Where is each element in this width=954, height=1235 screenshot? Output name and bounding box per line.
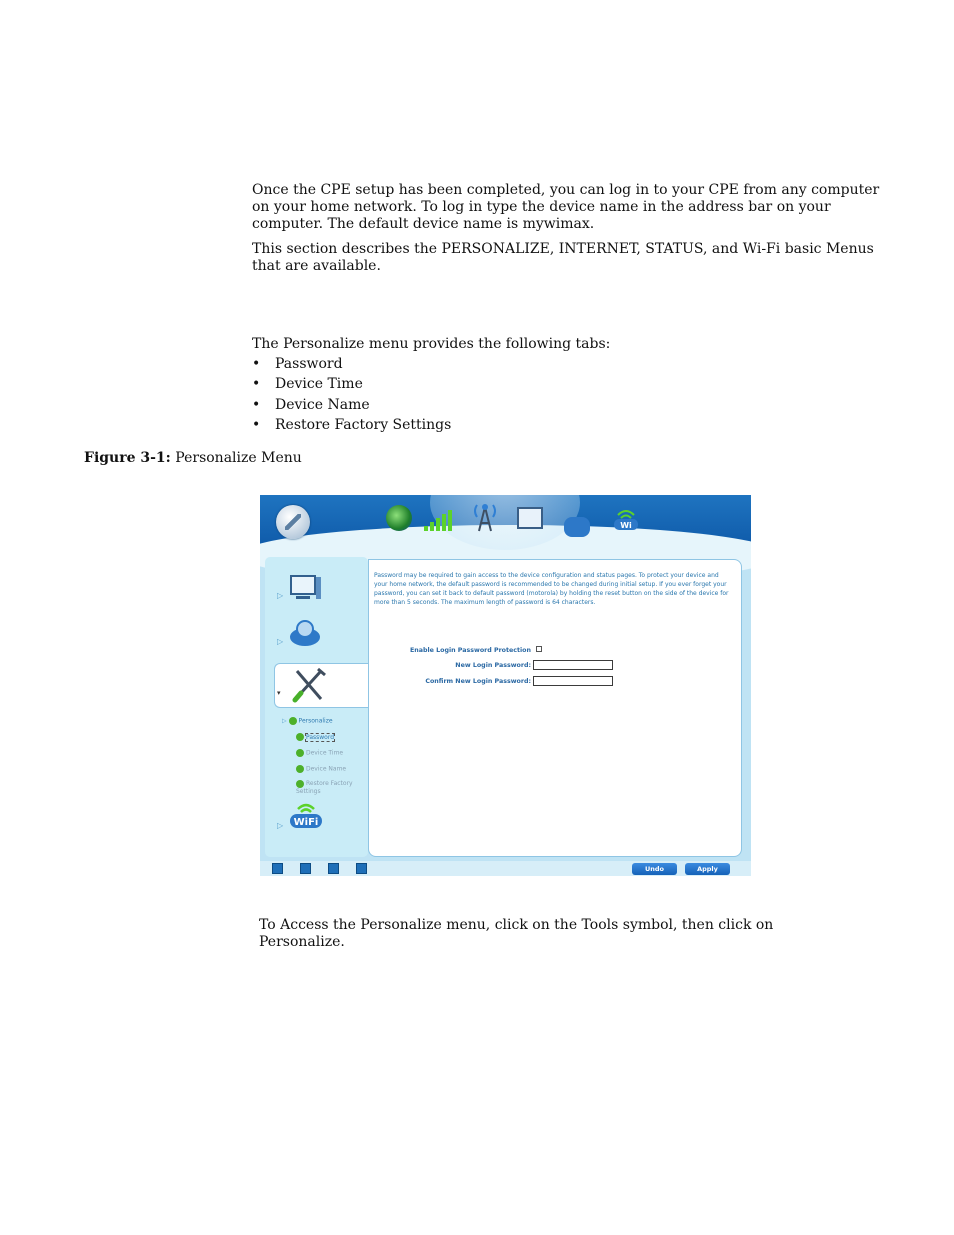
intro-paragraph-2: This section describes the PERSONALIZE, INTERNET, STATUS, and Wi-Fi basic Menus that are available.	[252, 241, 874, 274]
signal-strength-icon[interactable]	[424, 509, 456, 531]
bullet-icon	[296, 780, 304, 788]
confirm-password-input[interactable]	[533, 676, 613, 686]
new-password-input[interactable]	[533, 660, 613, 670]
bottom-toolbar	[260, 861, 751, 876]
help-icon[interactable]	[356, 863, 367, 874]
chevron-down-icon: ▾	[277, 689, 281, 697]
apply-button[interactable]: Apply	[685, 863, 730, 875]
confirm-password-label: Confirm New Login Password:	[425, 678, 531, 685]
figure-label: Figure 3-1:	[84, 450, 171, 466]
list-item: • Restore Factory Settings	[252, 415, 451, 435]
bullet-icon	[296, 733, 304, 741]
personalize-screenshot	[260, 495, 751, 876]
figure-caption	[84, 450, 302, 466]
tools-icon	[291, 667, 327, 703]
new-password-label: New Login Password:	[455, 662, 531, 669]
sidebar-item-device-name[interactable]: Device Name	[296, 765, 346, 773]
chevron-right-icon: ▷	[277, 591, 284, 600]
enable-password-label: Enable Login Password Protection	[409, 647, 531, 654]
intro-paragraph-1: Once the CPE setup has been completed, you can log in to your CPE from any computer on your home network. To log in type the device name in the address bar on your computer. The default device name is mywimax.	[252, 182, 880, 232]
chevron-right-icon: ▷	[277, 821, 284, 830]
sidebar-item-personalize[interactable]: ▷ Personalize	[282, 717, 333, 725]
top-navigation-bar	[260, 495, 751, 550]
bullet-icon	[289, 717, 297, 725]
computer-status-icon[interactable]	[517, 507, 543, 529]
motorola-logo-icon	[276, 505, 310, 539]
password-description: Password may be required to gain access to the device configuration and status pages. To protect your device and your home network, the default password is recommended to be changed during initial setup. If you ever forget your password, you can set it back to default password (motorola) by holding the reset button on the side of the device for more than 5 seconds. The maximum length of password is 64 characters.	[374, 572, 729, 606]
wimax-tower-icon[interactable]	[470, 501, 500, 533]
access-instruction: To Access the Personalize menu, click on the Tools symbol, then click on Personalize.	[259, 917, 774, 950]
sidebar-item-restore-factory-settings[interactable]: Restore Factory Settings	[296, 780, 353, 795]
bullet-icon	[296, 765, 304, 773]
password-settings-panel	[368, 559, 742, 857]
list-item: • Device Time	[252, 374, 451, 394]
sidebar-item-device-time[interactable]: Device Time	[296, 749, 343, 757]
computer-menu-icon[interactable]	[287, 573, 323, 603]
personalize-tab-list	[252, 354, 451, 435]
sidebar-item-password[interactable]: Password	[296, 733, 334, 741]
tools-shortcut-icon[interactable]	[300, 863, 311, 874]
wifi-icon[interactable]	[612, 507, 640, 531]
chevron-right-icon: ▷	[277, 637, 284, 646]
figure-title: Personalize Menu	[175, 450, 302, 466]
enable-password-checkbox[interactable]	[536, 646, 542, 652]
svg-text:WiFi: WiFi	[293, 817, 319, 828]
wifi-menu-icon[interactable]	[288, 801, 324, 831]
tools-menu-item[interactable]	[274, 663, 371, 708]
refresh-icon[interactable]	[328, 863, 339, 874]
telephone-icon[interactable]	[564, 517, 590, 537]
personalize-lead: The Personalize menu provides the following tabs:	[252, 336, 611, 352]
wizard-icon[interactable]	[272, 863, 283, 874]
internet-globe-icon[interactable]	[386, 505, 412, 531]
bullet-icon	[296, 749, 304, 757]
svg-text:Wi: Wi	[620, 521, 632, 530]
list-item: • Device Name	[252, 395, 451, 415]
list-item: • Password	[252, 354, 451, 374]
undo-button[interactable]: Undo	[632, 863, 677, 875]
telephone-menu-icon[interactable]	[287, 617, 323, 647]
